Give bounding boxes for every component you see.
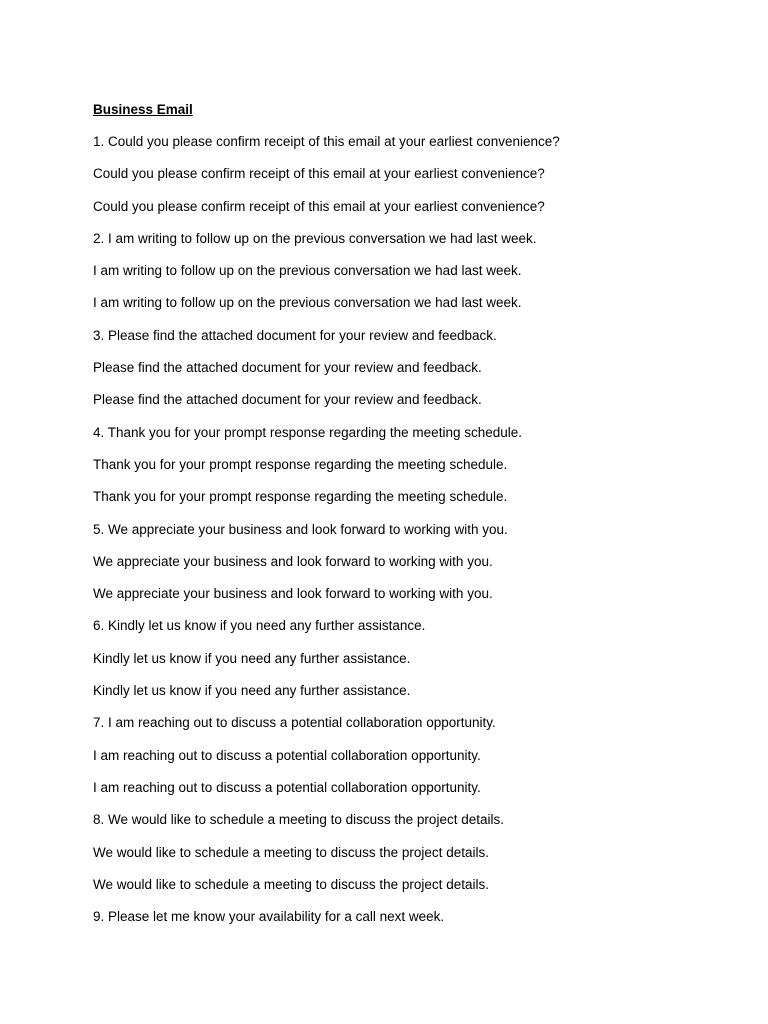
email-phrase-line: Please find the attached document for your review and feedback. xyxy=(93,360,482,376)
email-phrase-line: 2. I am writing to follow up on the previous conversation we had last week. xyxy=(93,230,537,246)
document-heading: Business Email xyxy=(93,102,193,117)
email-phrase-line: 1. Could you please confirm receipt of this email at your earliest convenience? xyxy=(93,134,560,149)
email-phrase-line: I am reaching out to discuss a potential collaboration opportunity. xyxy=(93,747,481,763)
email-phrase-line: 3. Please find the attached document for your review and feedback. xyxy=(93,327,497,343)
email-phrase-line: We would like to schedule a meeting to discuss the project details. xyxy=(93,844,489,860)
email-phrase-line: Could you please confirm receipt of this email at your earliest convenience? xyxy=(93,198,545,214)
email-phrase-line: We appreciate your business and look forward to working with you. xyxy=(93,553,493,569)
email-phrase-line: 4. Thank you for your prompt response regarding the meeting schedule. xyxy=(93,424,523,440)
email-phrase-line: Kindly let us know if you need any further assistance. xyxy=(93,683,411,699)
email-phrase-line: Please find the attached document for your review and feedback. xyxy=(93,392,482,408)
email-phrase-line: We would like to schedule a meeting to discuss the project details. xyxy=(93,876,489,892)
email-phrase-line: I am reaching out to discuss a potential collaboration opportunity. xyxy=(93,779,481,795)
email-phrase-line: 6. Kindly let us know if you need any further assistance. xyxy=(93,618,426,634)
email-phrase-line: Thank you for your prompt response regarding the meeting schedule. xyxy=(93,489,508,505)
email-phrase-line: Thank you for your prompt response regarding the meeting schedule. xyxy=(93,456,508,472)
email-phrase-line: Could you please confirm receipt of this email at your earliest convenience? xyxy=(93,166,545,182)
email-phrase-line: 9. Please let me know your availability for a call next week. xyxy=(93,909,445,925)
email-phrase-line: I am writing to follow up on the previous conversation we had last week. xyxy=(93,263,522,279)
email-phrase-line: I am writing to follow up on the previous conversation we had last week. xyxy=(93,295,522,311)
email-phrase-line: 7. I am reaching out to discuss a potential collaboration opportunity. xyxy=(93,715,496,731)
email-phrase-line: Kindly let us know if you need any further assistance. xyxy=(93,650,411,666)
email-phrase-line: 8. We would like to schedule a meeting to discuss the project details. xyxy=(93,812,504,828)
email-phrase-line: 5. We appreciate your business and look forward to working with you. xyxy=(93,521,508,537)
email-phrase-list xyxy=(93,133,560,940)
email-phrase-line: We appreciate your business and look forward to working with you. xyxy=(93,586,493,602)
